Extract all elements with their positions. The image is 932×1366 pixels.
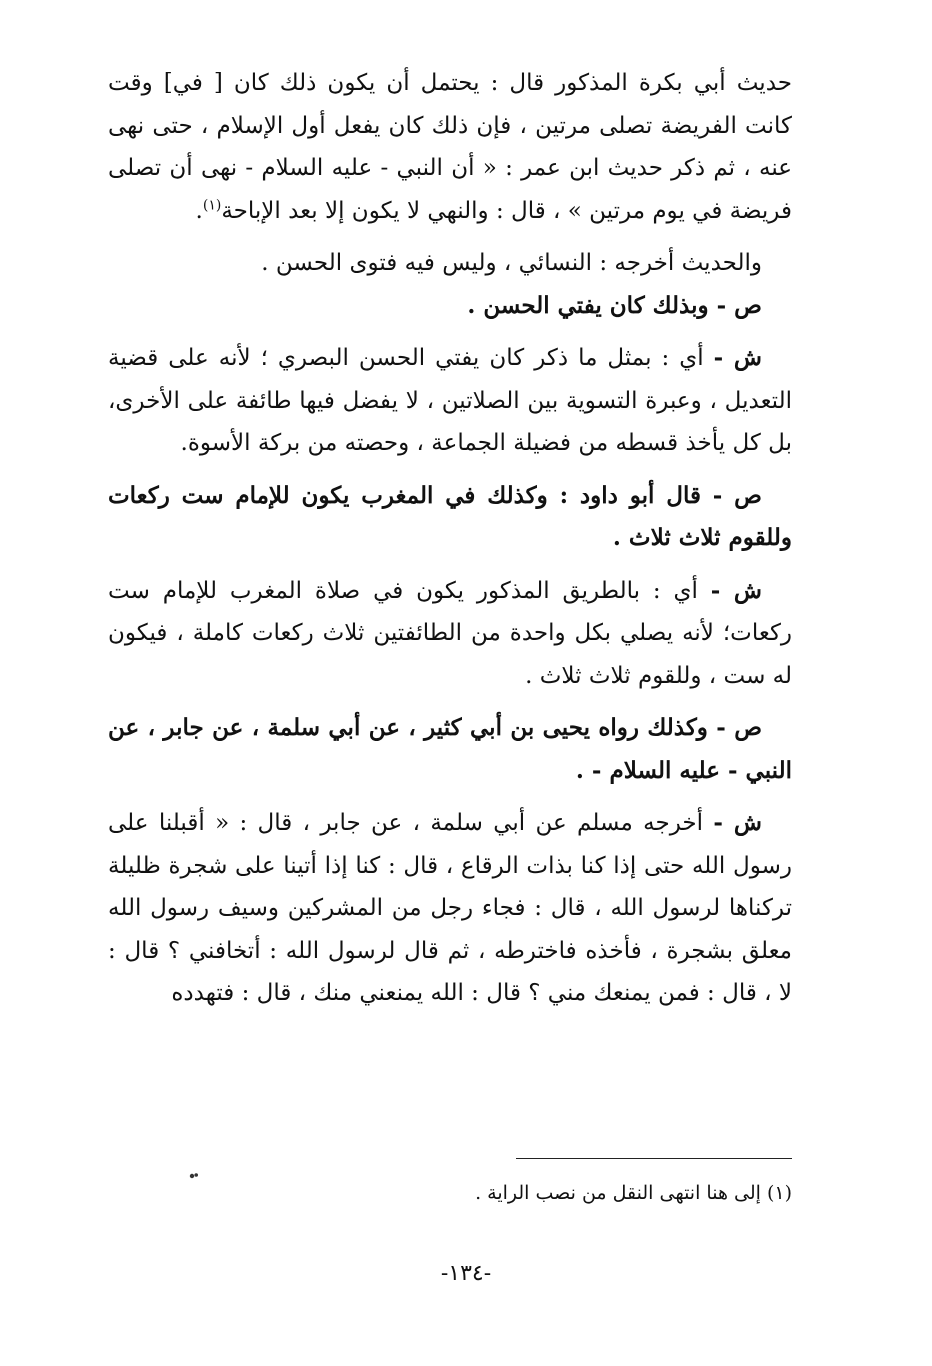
paragraph-matn-maghrib xyxy=(108,475,792,560)
paragraph-text: أي : بمثل ما ذكر كان يفتي الحسن البصري ؛ لأنه على قضية التعديل ، وعبرة التسوية بين الصلاتين ، لا يفضل فيها طائفة على الأخرى، بل كل يأخذ قسطه من فضيلة الجماعة ، وحصته من بركة الأسوة. xyxy=(108,345,792,456)
footnote-reference: (١) xyxy=(202,196,222,213)
page-number: -١٣٤- xyxy=(440,1261,492,1286)
paragraph-text: أي : بالطريق المذكور يكون في صلاة المغرب للإمام ست ركعات؛ لأنه يصلي بكل واحدة من الطائفتين ثلاث ركعات كاملة ، فيكون له ست ، وللقوم ثلاث ثلاث . xyxy=(108,577,792,689)
paragraph-text: حديث أبي بكرة المذكور قال : يحتمل أن يكون ذلك كان [ في] وقت كانت الفريضة تصلى مرتين ، فإن ذلك كان يفعل أول الإسلام ، حتى نهى عنه ، ثم ذكر حديث ابن عمر : « أن النبي - عليه السلام - نهى أن تصلى فريضة في يوم مرتين » ، قال : والنهي لا يكون إلا بعد الإباحة xyxy=(108,70,792,224)
main-text xyxy=(108,62,792,1015)
sharh-marker: ش - xyxy=(713,344,762,371)
sharh-marker: ش - xyxy=(710,576,762,604)
paragraph-text: ص - وبذلك كان يفتي الحسن . xyxy=(467,291,762,319)
paragraph-sharh-muslim xyxy=(108,802,792,1015)
paragraph-text: والحديث أخرجه : النسائي ، وليس فيه فتوى الحسن . xyxy=(261,250,762,276)
paragraph-hadith-source xyxy=(108,242,792,285)
paragraph-tail: . xyxy=(195,197,203,224)
sharh-marker: ش - xyxy=(713,809,762,836)
paragraph-matn-yahya xyxy=(108,707,792,792)
paragraph-text: أخرجه مسلم عن أبي سلمة ، عن جابر ، قال : « أقبلنا على رسول الله حتى إذا كنا بذات الرقاع ، قال : كنا إذا أتينا على شجرة ظليلة تركناها لرسول الله ، قال : فجاء رجل من المشركين وسيف رسول الله معلق بشجرة ، فأخذه فاخترطه ، ثم قال لرسول الله : أتخافني ؟ قال : لا ، قال : فمن يمنعك مني ؟ قال : الله يمنعني منك ، قال : فتهدده xyxy=(108,810,792,1006)
footnote-separator xyxy=(516,1158,792,1159)
paragraph-sharh-hasan xyxy=(108,337,792,465)
paragraph-matn-hasan xyxy=(108,285,792,328)
footnote-text: (١) إلى هنا انتهى النقل من نصب الراية . xyxy=(475,1182,792,1204)
paragraph-sharh-maghrib xyxy=(108,570,792,698)
paragraph-abu-bakra-hadith xyxy=(108,62,792,232)
paragraph-text: ص - قال أبو داود : وكذلك في المغرب يكون للإمام ست ركعات وللقوم ثلاث ثلاث . xyxy=(108,481,792,551)
paragraph-text: ص - وكذلك رواه يحيى بن أبي كثير ، عن أبي سلمة ، عن جابر ، عن النبي - عليه السلام - . xyxy=(108,714,792,784)
